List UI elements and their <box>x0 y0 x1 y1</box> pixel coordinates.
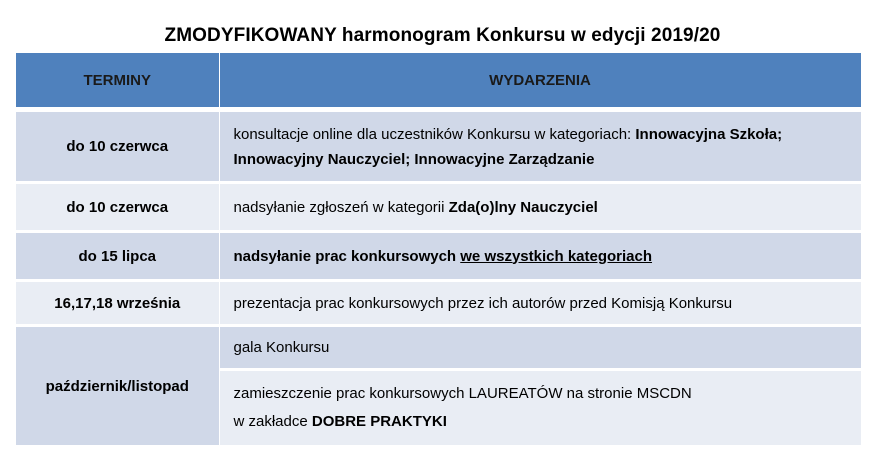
term-cell: 16,17,18 września <box>16 281 219 326</box>
table-row <box>16 281 861 326</box>
event-cell <box>219 281 861 326</box>
event-emphasis: we wszystkich kategoriach <box>460 247 653 265</box>
schedule-table <box>16 53 862 448</box>
term-cell: październik/listopad <box>16 326 219 447</box>
event-cell <box>219 232 861 281</box>
event-cell <box>219 110 861 183</box>
event-text: konsultacje online dla uczestników Konkursu w kategoriach: <box>233 125 636 143</box>
page-title: ZMODYFIKOWANY harmonogram Konkursu w edycji 2019/20 <box>164 25 721 46</box>
event-category: Zda(o)lny Nauczyciel <box>448 198 598 216</box>
event-text: gala Konkursu <box>233 339 330 356</box>
table-row <box>16 183 861 232</box>
event-text: zamieszczenie prac konkursowych LAUREATÓW na stronie MSCDN <box>233 385 692 402</box>
event-text: nadsyłanie prac konkursowych <box>233 247 461 265</box>
event-text: prezentacja prac konkursowych przez ich autorów przed Komisją Konkursu <box>233 294 733 312</box>
table-header-row <box>16 53 861 110</box>
event-cell <box>219 370 861 447</box>
event-text: nadsyłanie zgłoszeń w kategorii <box>233 198 449 216</box>
table-row <box>16 110 861 183</box>
term-cell: do 15 lipca <box>16 232 219 281</box>
event-section-name: DOBRE PRAKTYKI <box>311 413 447 430</box>
event-cell <box>219 326 861 370</box>
term-cell: do 10 czerwca <box>16 183 219 232</box>
header-events: WYDARZENIA <box>219 53 861 110</box>
event-cell <box>219 183 861 232</box>
term-cell: do 10 czerwca <box>16 110 219 183</box>
table-row <box>16 326 861 370</box>
header-terms: TERMINY <box>16 53 219 110</box>
event-categories: Innowacyjna Szkoła; Innowacyjny Nauczyciel; Innowacyjne Zarządzanie <box>233 125 783 168</box>
table-row <box>16 232 861 281</box>
event-text-2: w zakładce <box>233 413 312 430</box>
